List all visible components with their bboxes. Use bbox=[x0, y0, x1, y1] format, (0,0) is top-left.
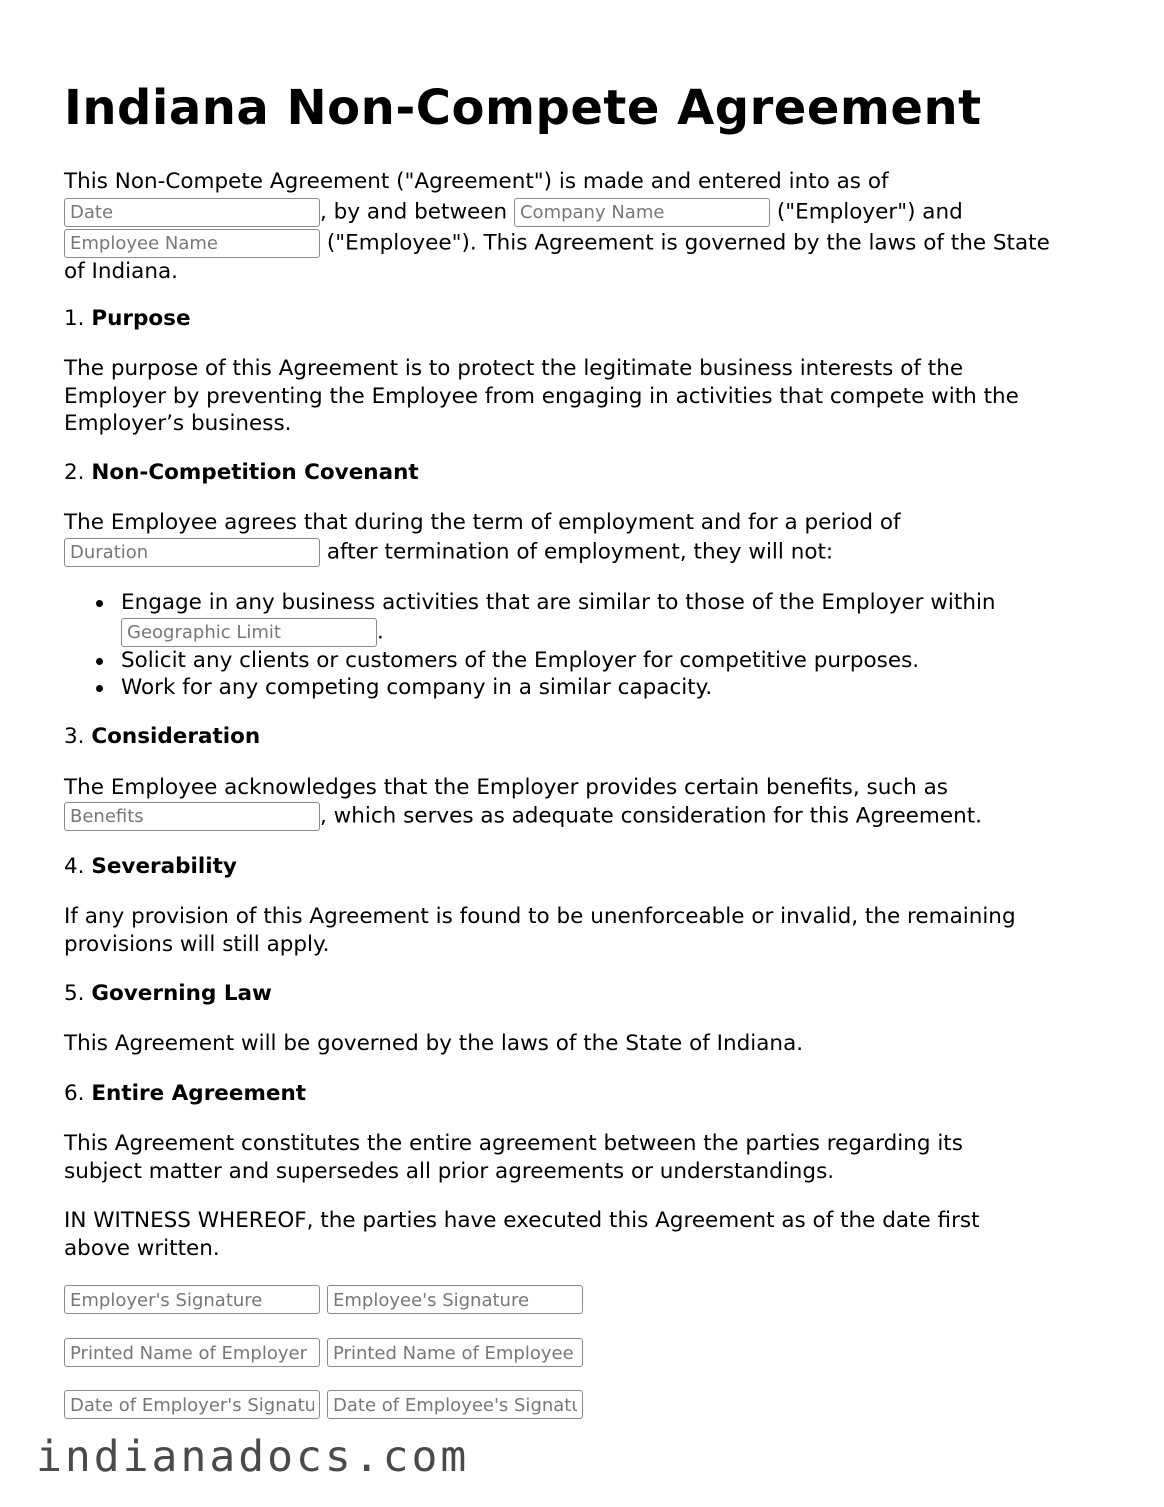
section-title: Governing Law bbox=[91, 981, 272, 1006]
section-number: 2. bbox=[64, 460, 85, 485]
employer-printed-name-field[interactable] bbox=[64, 1338, 320, 1367]
section-title: Severability bbox=[91, 854, 237, 879]
governing-law-paragraph bbox=[64, 1030, 803, 1058]
consideration-line-1: The Employee acknowledges that the Employer provides certain benefits, such as bbox=[64, 775, 949, 800]
list-item: Solicit any clients or customers of the Employer for competitive purposes. bbox=[64, 647, 996, 675]
section-heading-consideration bbox=[64, 723, 260, 751]
consideration-paragraph bbox=[64, 774, 982, 831]
consideration-line-2: , which serves as adequate consideration for this Agreement. bbox=[320, 803, 982, 828]
employee-printed-name-field[interactable] bbox=[327, 1338, 583, 1367]
document-title: Indiana Non-Compete Agreement bbox=[64, 80, 982, 136]
section-title: Purpose bbox=[91, 306, 191, 331]
section-title: Consideration bbox=[91, 724, 261, 749]
entire-agreement-paragraph bbox=[64, 1130, 963, 1185]
witness-line-1: IN WITNESS WHEREOF, the parties have executed this Agreement as of the date first bbox=[64, 1208, 980, 1233]
benefits-field[interactable] bbox=[64, 802, 320, 831]
purpose-line-1: The purpose of this Agreement is to protect the legitimate business interests of the bbox=[64, 356, 964, 381]
section-heading-severability bbox=[64, 853, 237, 881]
entire-line-2: subject matter and supersedes all prior agreements or understandings. bbox=[64, 1158, 835, 1184]
bullet-1-text: Engage in any business activities that are similar to those of the Employer within bbox=[121, 590, 996, 615]
section-number: 6. bbox=[64, 1081, 85, 1106]
signature-row bbox=[64, 1285, 583, 1314]
duration-field[interactable] bbox=[64, 538, 320, 567]
intro-text-2: , by and between bbox=[320, 199, 508, 224]
company-name-field[interactable] bbox=[514, 198, 770, 227]
employee-signature-field[interactable] bbox=[327, 1285, 583, 1314]
bullet-1-end: . bbox=[377, 619, 384, 644]
witness-paragraph bbox=[64, 1207, 980, 1262]
noncompetition-paragraph bbox=[64, 509, 901, 567]
severability-line-2: provisions will still apply. bbox=[64, 931, 330, 957]
employer-signature-field[interactable] bbox=[64, 1285, 320, 1314]
section-number: 3. bbox=[64, 724, 85, 749]
entire-line-1: This Agreement constitutes the entire agreement between the parties regarding its bbox=[64, 1131, 963, 1156]
restrictions-list bbox=[64, 589, 996, 702]
section-number: 1. bbox=[64, 306, 85, 331]
geographic-limit-field[interactable] bbox=[121, 618, 377, 647]
section-heading-noncompetition bbox=[64, 459, 419, 487]
section-heading-purpose bbox=[64, 305, 191, 333]
intro-text-4: ("Employee"). This Agreement is governed by the laws of the State bbox=[326, 230, 1050, 255]
severability-line-1: If any provision of this Agreement is found to be unenforceable or invalid, the remaining bbox=[64, 904, 1016, 929]
intro-text-3: ("Employer") and bbox=[776, 199, 963, 224]
list-item: Work for any competing company in a similar capacity. bbox=[64, 674, 996, 702]
intro-text-1: This Non-Compete Agreement ("Agreement") is made and entered into as of bbox=[64, 169, 889, 194]
witness-line-2: above written. bbox=[64, 1235, 220, 1261]
noncompetition-line-2: after termination of employment, they will not: bbox=[326, 539, 834, 564]
list-item bbox=[64, 589, 996, 647]
section-number: 5. bbox=[64, 981, 85, 1006]
employee-name-field[interactable] bbox=[64, 229, 320, 258]
watermark: indianadocs.com bbox=[36, 1432, 470, 1482]
date-field[interactable] bbox=[64, 198, 320, 227]
employer-signature-date-field[interactable] bbox=[64, 1390, 320, 1419]
intro-paragraph bbox=[64, 168, 1050, 285]
section-title: Entire Agreement bbox=[91, 1081, 307, 1106]
signature-date-row bbox=[64, 1390, 583, 1419]
employee-signature-date-field[interactable] bbox=[327, 1390, 583, 1419]
section-title: Non-Competition Covenant bbox=[91, 460, 419, 485]
severability-paragraph bbox=[64, 903, 1016, 958]
section-number: 4. bbox=[64, 854, 85, 879]
section-heading-entire-agreement bbox=[64, 1080, 306, 1108]
printed-name-row bbox=[64, 1338, 583, 1367]
noncompetition-line-1: The Employee agrees that during the term of employment and for a period of bbox=[64, 510, 901, 535]
purpose-line-2: Employer by preventing the Employee from engaging in activities that compete with the bbox=[64, 383, 1019, 409]
intro-text-5: of Indiana. bbox=[64, 258, 178, 284]
governing-line-1: This Agreement will be governed by the laws of the State of Indiana. bbox=[64, 1031, 804, 1056]
purpose-paragraph bbox=[64, 355, 1019, 438]
purpose-line-3: Employer’s business. bbox=[64, 411, 292, 436]
section-heading-governing-law bbox=[64, 980, 272, 1008]
restrictions-list-container bbox=[64, 589, 996, 702]
